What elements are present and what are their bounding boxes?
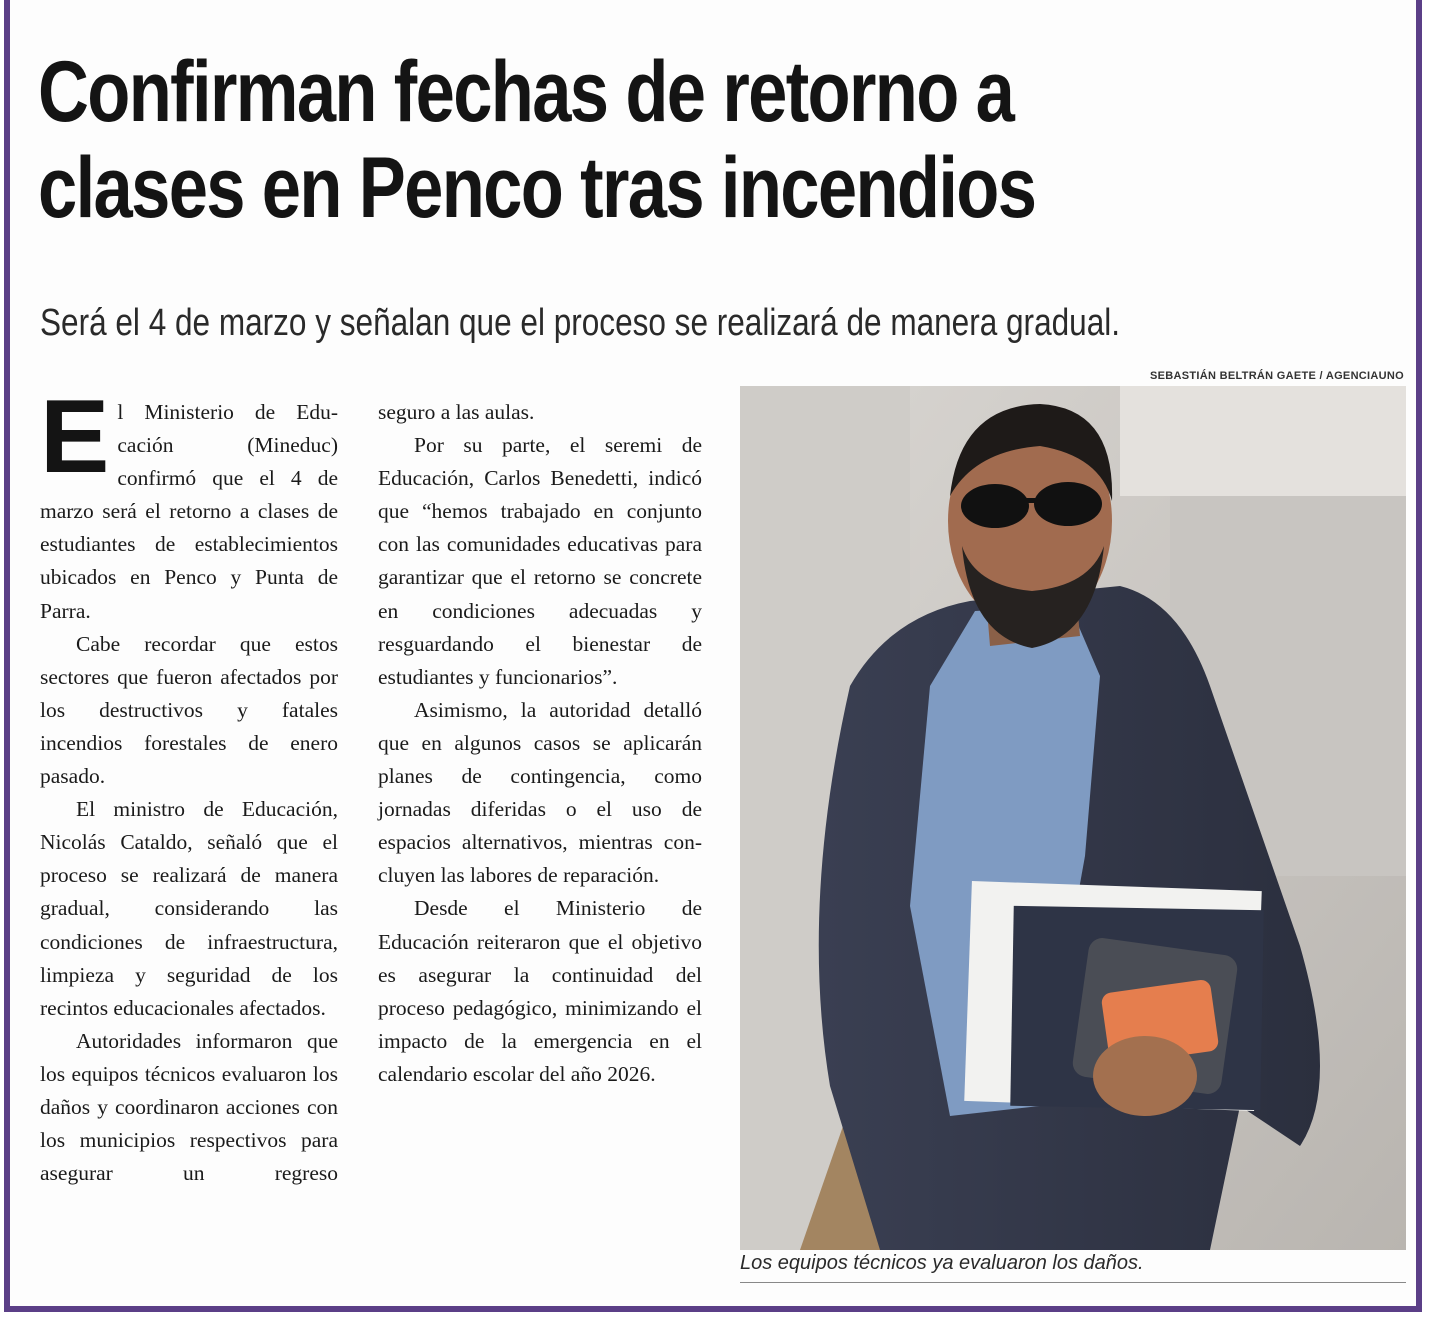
paragraph-4: Autoridades informaron que los equipos técnicos evaluaron los daños y coordinaron acciones con los municipios respectivos para asegurar un regreso — [40, 1028, 338, 1186]
paragraph-2: Cabe recordar que estos sectores que fueron afectados por los destructivos y fatales incendios forestales de enero pasado. — [40, 631, 338, 789]
photo-caption: Los equipos técnicos ya evaluaron los daños. — [740, 1252, 1144, 1274]
headline-line-2: clases en Penco tras incendios — [38, 140, 1036, 236]
caption-divider — [740, 1282, 1406, 1283]
drop-cap: E — [40, 379, 110, 495]
news-photo — [740, 386, 1406, 1250]
article-column-1 — [40, 379, 338, 1190]
paragraph-4-continued: seguro a las aulas. — [378, 400, 535, 424]
paragraph-7: Desde el Ministerio de Educación reiteraron que el objetivo es asegurar la continuidad del proceso pedagógico, minimizando el impacto de la emergencia en el calendario escolar del año 2026. — [378, 896, 702, 1086]
subheadline: Será el 4 de marzo y señalan que el proceso se realizará de manera gradual. — [40, 302, 1120, 344]
paragraph-3: El ministro de Educación, Nicolás Cataldo, señaló que el proceso se realizará de manera gradual, considerando las condiciones de infraestructura, limpieza y seguridad de los recintos educacionales afectados. — [40, 797, 338, 1020]
photo-credit: SEBASTIÁN BELTRÁN GAETE / AGENCIAUNO — [1149, 370, 1404, 382]
paragraph-1: l Ministerio de Educación (Mineduc) confirmó que el 4 de marzo será el retorno a clases de estudiantes de establecimientos ubicados en Penco y Punta de Parra. — [40, 400, 338, 623]
article-column-2 — [378, 396, 702, 1091]
paragraph-6: Asimismo, la autoridad detalló que en algunos casos se aplicarán planes de contingencia, como jornadas diferidas o el uso de espacios alternativos, mientras concluyen las labores de reparación. — [378, 697, 702, 888]
headline — [38, 44, 1137, 236]
man-with-folders-photo — [740, 386, 1406, 1250]
paragraph-5: Por su parte, el seremi de Educación, Carlos Benedetti, indicó que “hemos trabajado en conjunto con las comunidades educativas para garantizar que el retorno se concrete en condiciones adecuadas y resguardando el bienestar de estudiantes y funcionarios”. — [378, 433, 702, 689]
headline-line-1: Confirman fechas de retorno a — [38, 44, 1014, 140]
